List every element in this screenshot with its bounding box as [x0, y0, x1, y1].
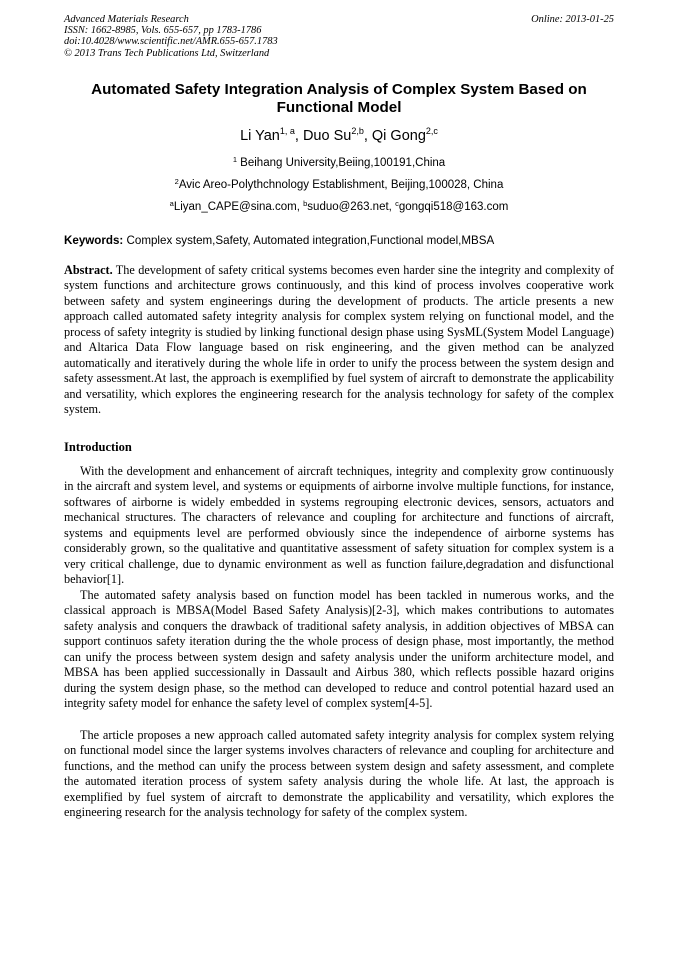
author-separator: ,: [363, 128, 372, 144]
author-affiliation-mark: 2,c: [425, 126, 438, 136]
affiliation-text: Avic Areo-Polythchnology Establishment, Beijing,100028, China: [178, 179, 504, 191]
affiliation-1: [64, 156, 614, 170]
email-mark: b: [303, 199, 308, 208]
journal-header: [64, 14, 278, 59]
affiliation-mark: 2: [174, 177, 179, 186]
journal-doi: doi:10.4028/www.scientific.net/AMR.655-657.1783: [64, 36, 278, 48]
journal-name: Advanced Materials Research: [64, 14, 189, 25]
email-mark: a: [169, 199, 174, 208]
author-name: Li Yan: [240, 128, 280, 144]
online-date: Online: 2013-01-25: [531, 14, 614, 25]
email-line: [64, 200, 614, 214]
author-affiliation-mark: 2,b: [351, 126, 364, 136]
affiliation-mark: 1: [232, 155, 237, 164]
author-name: Qi Gong: [371, 128, 426, 144]
intro-paragraph-3: The article proposes a new approach called automated safety integrity analysis for complex system relying on functional model since the larger systems involves characters of relevance and coupling for architecture and functions, and the method can unify the process between system design and safety assessment, and complete the automated iteration process of system safety analysis during the whole life. At last, the approach is exemplified by fuel system of aircraft to demonstrate the applicability and versatility, which explores the engineering research for the analysis technology for safety of the complex system.: [64, 728, 614, 820]
author-line: [64, 127, 614, 145]
email-mark: c: [395, 199, 399, 208]
intro-paragraph-2: The automated safety analysis based on function model has been tackled in numerous works, and the classical approach is MBSA(Model Based Safety Analysis)[2-3], which makes contributions to automates safety analysis and conquers the drawback of traditional safety analysis, in addition objectives of MBSA can support continuos safety iteration during the the whole process of design phase, most importantly, the method can unify the process between system design and safety analysis under the uniform architecture model, and MBSA has been applied successionally in Dassault and Airbus 380, which reflects possible hazard origins during the system design phase, so the method can developed to reduce and control potential hazard used an integrity safety model for enhance the safety level of complex system[4-5].: [64, 588, 614, 711]
affiliation-text: Beihang University,Beiing,100191,China: [236, 157, 446, 169]
author-separator: ,: [294, 128, 303, 144]
intro-paragraph-1: With the development and enhancement of aircraft techniques, integrity and complexity grow continuously in the aircraft and system level, and systems or equipments of airborne involve multiple functions, for instance, softwares of airborne is widely embedded in systems regrouping electronic devices, sensors, actuators and mechanical structures. The characters of relevance and coupling for architecture and functions of aircraft, systems and equipments level are performed obviously since the independence of airborne systems has considerably grown, so the qualitative and quantitative assessment of safety situation for complex system is a very critical challenge, due to dynamic environment as well as function failure,degradation and disfunctional behavior[1].: [64, 464, 614, 587]
email-address: Liyan_CAPE@sina.com,: [173, 201, 304, 213]
abstract-text: The development of safety critical systems becomes even harder sine the integrity and complexity of system functions and architecture grows continuously, and this kind of process involves cooperative work between safety and system engineerings during the development of products. The article presents a new approach called automated safety integrity analysis for complex system relying on functional model, and the process of safety integrity is studied by linking functional design phase using SysML(System Model Language) and Altarica Data Flow language based on risk engineering, and the given method can be analyzed automatically and iteratively during the whole life in order to unify the process between the system design and safety assessment.At last, the approach is exemplified by fuel system of aircraft to demonstrate the applicability and versatility, which explores the engineering research for the analysis technology for safety of the complex system.: [64, 263, 614, 417]
abstract-label: Abstract.: [64, 263, 113, 277]
journal-copyright: © 2013 Trans Tech Publications Ltd, Switzerland: [64, 47, 270, 59]
journal-issn: ISSN: 1662-8985, Vols. 655-657, pp 1783-1786: [64, 25, 262, 37]
keywords-text: Complex system,Safety, Automated integration,Functional model,MBSA: [123, 234, 495, 247]
email-address: gongqi518@163.com: [398, 201, 509, 213]
paper-title: Automated Safety Integration Analysis of Complex System Based on Functional Model: [91, 81, 587, 116]
abstract: [64, 263, 614, 418]
section-heading: Introduction: [64, 440, 132, 454]
keywords: [64, 234, 614, 248]
author-name: Duo Su: [302, 128, 352, 144]
affiliation-2: [64, 178, 614, 192]
email-address: suduo@263.net,: [307, 201, 396, 213]
author-affiliation-mark: 1, a: [279, 126, 295, 136]
keywords-label: Keywords:: [64, 234, 124, 247]
